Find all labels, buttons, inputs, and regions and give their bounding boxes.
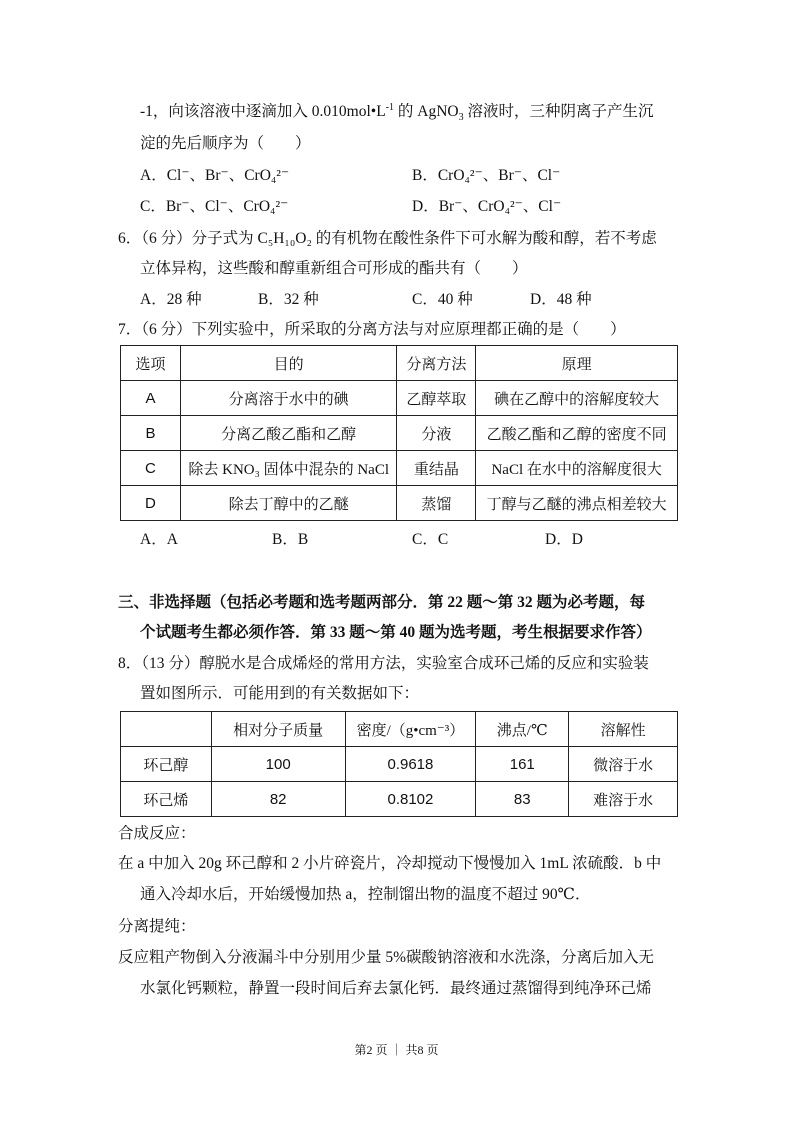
table-cell: 环己醇: [121, 747, 212, 782]
q7-option-a: A．A: [140, 531, 178, 548]
table-header-row: [121, 712, 678, 747]
table-cell: B: [121, 416, 181, 451]
table-cell: 乙酸乙酯和乙醇的密度不同: [476, 416, 678, 451]
header-cell: 分离方法: [397, 346, 476, 381]
table-cell: 除去丁醇中的乙醚: [180, 486, 397, 521]
table-cell: D: [121, 486, 181, 521]
q6-option-c: C．40 种: [412, 291, 473, 308]
header-cell: 密度/（g•cm⁻³）: [345, 712, 476, 747]
q7-option-c: C．C: [412, 531, 449, 548]
table-cell: 丁醇与乙醚的沸点相差较大: [476, 486, 678, 521]
table-cell: 乙醇萃取: [397, 381, 476, 416]
header-cell: 相对分子质量: [211, 712, 345, 747]
synthesis-line2: 通入冷却水后，开始缓慢加热 a，控制馏出物的温度不超过 90℃．: [140, 886, 591, 903]
header-cell: [121, 712, 212, 747]
q7-option-d: D．D: [545, 531, 583, 548]
header-cell: 沸点/℃: [476, 712, 569, 747]
table-row: [121, 451, 678, 486]
table-cell: 82: [211, 782, 345, 817]
table-cell: 难溶于水: [569, 782, 678, 817]
q6-option-d: D．48 种: [530, 291, 592, 308]
table-cell: 100: [211, 747, 345, 782]
table-cell: 0.9618: [345, 747, 476, 782]
purification-line1: 反应粗产物倒入分液漏斗中分别用少量 5%碳酸钠溶液和水洗涤，分离后加入无: [118, 949, 655, 966]
q5-option-a: A．Cl⁻、Br⁻、CrO₄²⁻: [140, 167, 290, 184]
table-row: [121, 782, 678, 817]
table-row: [121, 381, 678, 416]
table-cell: 83: [476, 782, 569, 817]
q5-line2: 淀的先后顺序为（ ）: [140, 135, 311, 152]
table-row: [121, 486, 678, 521]
q5-option-c: C．Br⁻、Cl⁻、CrO₄²⁻: [140, 198, 289, 215]
section-heading-line1: 三、非选择题（包括必考题和选考题两部分．第 22 题～第 32 题为必考题，每: [118, 594, 646, 611]
q6-option-b: B．32 种: [258, 291, 319, 308]
table-cell: 除去 KNO₃ 固体中混杂的 NaCl: [180, 451, 397, 486]
q7-line1: 7．（6 分）下列实验中，所采取的分离方法与对应原理都正确的是（ ）: [118, 321, 626, 338]
table-cell: 重结晶: [397, 451, 476, 486]
table-cell: 分离乙酸乙酯和乙醇: [180, 416, 397, 451]
header-cell: 选项: [121, 346, 181, 381]
table-cell: 0.8102: [345, 782, 476, 817]
section-heading-line2: 个试题考生都必须作答．第 33 题～第 40 题为选考题，考生根据要求作答）: [140, 624, 652, 641]
table-cell: 环己烯: [121, 782, 212, 817]
purification-title: 分离提纯：: [118, 918, 196, 935]
synthesis-title: 合成反应：: [118, 825, 196, 842]
page-footer: 第2 页 ｜ 共8 页: [354, 1043, 439, 1057]
q8-line1: 8．（13 分）醇脱水是合成烯烃的常用方法，实验室合成环己烯的反应和实验装: [118, 655, 649, 672]
table-cell: A: [121, 381, 181, 416]
table-cell: 分液: [397, 416, 476, 451]
table-cell: C: [121, 451, 181, 486]
q5-option-b: B．CrO₄²⁻、Br⁻、Cl⁻: [412, 167, 561, 184]
purification-line2: 水氯化钙颗粒，静置一段时间后弃去氯化钙．最终通过蒸馏得到纯净环己烯: [140, 980, 652, 997]
q5-option-d: D．Br⁻、CrO₄²⁻、Cl⁻: [412, 198, 562, 215]
table-cell: 碘在乙醇中的溶解度较大: [476, 381, 678, 416]
table-header-row: [121, 346, 678, 381]
table-cell: 分离溶于水中的碘: [180, 381, 397, 416]
table-row: [121, 416, 678, 451]
table-cell: NaCl 在水中的溶解度很大: [476, 451, 678, 486]
header-cell: 原理: [476, 346, 678, 381]
header-cell: 目的: [180, 346, 397, 381]
q6-option-a: A．28 种: [140, 291, 202, 308]
table-cell: 微溶于水: [569, 747, 678, 782]
header-cell: 溶解性: [569, 712, 678, 747]
q8-line2: 置如图所示．可能用到的有关数据如下：: [140, 685, 420, 702]
q5-line1: -1，向该溶液中逐滴加入 $0.010mol•L^{-1}$ 的 AgNO$_3$ 溶液时，三种阴离子产生沉: [140, 101, 654, 124]
q7-option-b: B．B: [272, 531, 309, 548]
table-cell: 161: [476, 747, 569, 782]
table-row: [121, 747, 678, 782]
table-cell: 蒸馏: [397, 486, 476, 521]
q6-line1: 6．（6 分）分子式为 C₅H₁₀O₂ 的有机物在酸性条件下可水解为酸和醇，若不考虑: [118, 230, 657, 247]
q7-table: [120, 345, 678, 521]
q8-data-table: [120, 711, 678, 817]
q6-line2: 立体异构，这些酸和醇重新组合可形成的酯共有（ ）: [140, 260, 528, 277]
synthesis-line1: 在 a 中加入 20g 环己醇和 2 小片碎瓷片，冷却搅动下慢慢加入 1mL 浓硫酸．b 中: [118, 855, 662, 872]
